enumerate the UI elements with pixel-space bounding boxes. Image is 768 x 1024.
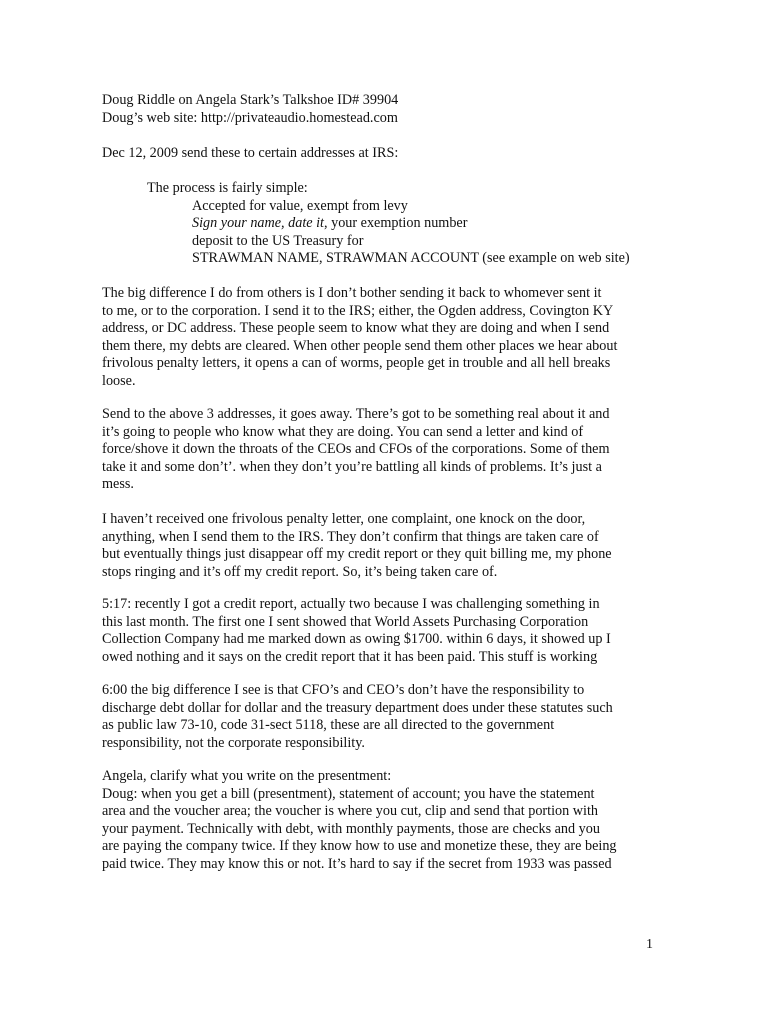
date-line: Dec 12, 2009 send these to certain addresses at IRS: (102, 145, 399, 161)
page-number: 1 (646, 937, 653, 952)
paragraph-2: Send to the above 3 addresses, it goes away. There’s got to be something real about it and it’s going to people who know what they are doing. You can send a letter and kind of force/shove it down the throats of the CEOs and CFOs of the corporations. Some of them take it and some don’t’. when they don’t you’re battling all kinds of problems. It’s just a mess. (102, 406, 610, 493)
paragraph-6: Angela, clarify what you write on the presentment: Doug: when you get a bill (presentment), statement of account; you have the statement area and the voucher area; the voucher is where you cut, clip and send that portion with your payment. Technically with debt, with monthly payments, those are checks and you are paying the company twice. If they know how to use and monetize these, they are being paid twice. They may know this or not. It’s hard to say if the secret from 1933 was passed (102, 768, 617, 872)
process-intro: The process is fairly simple: (147, 180, 308, 196)
process-step-2-rest: , your exemption number (324, 215, 468, 231)
process-step-2-italic: Sign your name, date it (192, 215, 325, 231)
process-step-2 (192, 215, 467, 233)
paragraph-5: 6:00 the big difference I see is that CFO’s and CEO’s don’t have the responsibility to discharge debt dollar for dollar and the treasury department does under these statutes such as public law 73-10, code 31-sect 5118, these are all directed to the government responsibility, not the corporate responsibility. (102, 682, 613, 751)
paragraph-4: 5:17: recently I got a credit report, actually two because I was challenging something in this last month. The first one I sent showed that World Assets Purchasing Corporation Collection Company had me marked down as owing $1700. within 6 days, it showed up I owed nothing and it says on the credit report that it has been paid. This stuff is working (102, 596, 611, 665)
process-step-3: deposit to the US Treasury for (192, 233, 364, 249)
paragraph-1: The big difference I do from others is I don’t bother sending it back to whomever sent it to me, or to the corporation. I send it to the IRS; either, the Ogden address, Covington KY address, or DC address. These people seem to know what they are doing and when I send them there, my debts are cleared. When other people send them other places we hear about frivolous penalty letters, it opens a can of worms, people get in trouble and all hell breaks loose. (102, 285, 618, 389)
header-title: Doug Riddle on Angela Stark’s Talkshoe ID# 39904 (102, 92, 399, 108)
header-website: Doug’s web site: http://privateaudio.homestead.com (102, 110, 398, 126)
process-step-4: STRAWMAN NAME, STRAWMAN ACCOUNT (see example on web site) (192, 250, 630, 266)
paragraph-3: I haven’t received one frivolous penalty letter, one complaint, one knock on the door, anything, when I send them to the IRS. They don’t confirm that things are taken care of but eventually things just disappear off my credit report or they quit billing me, my phone stops ringing and it’s off my credit report. So, it’s being taken care of. (102, 511, 612, 580)
process-step-1: Accepted for value, exempt from levy (192, 198, 408, 214)
